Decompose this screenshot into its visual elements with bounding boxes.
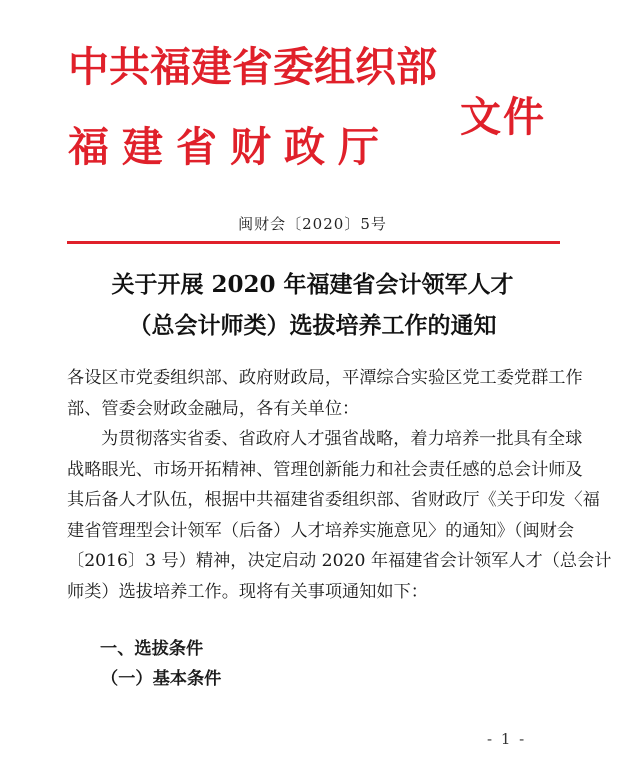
document-title-line-1: 关于开展 2020 年福建省会计领军人才 — [111, 271, 514, 298]
addressee-block — [67, 363, 583, 424]
body-paragraph — [67, 424, 612, 607]
paragraph-line: 师类）选拔培养工作。现将有关事项通知如下： — [67, 581, 428, 602]
subsection-heading: （一）基本条件 — [101, 669, 222, 689]
document-type-label: 文件 — [460, 93, 546, 141]
addressee-line: 各设区市党委组织部、政府财政局，平潭综合实验区党工委党群工作 — [67, 368, 583, 388]
paragraph-line: 为贯彻落实省委、省政府人才强省战略，着力培养一批具有全球 — [101, 429, 583, 449]
document-number: 闽财会〔2020〕5号 — [238, 215, 387, 233]
paragraph-line: 〔2016〕3 号）精神，决定启动 2020 年福建省会计领军人才（总会计 — [67, 551, 612, 571]
document-title-line-2: （总会计师类）选拔培养工作的通知 — [128, 312, 497, 339]
issuer-name-party-committee: 中共福建省委组织部 — [68, 43, 437, 91]
paragraph-line: 其后备人才队伍，根据中共福建省委组织部、省财政厅《关于印发〈福 — [67, 490, 600, 510]
paragraph-line: 战略眼光、市场开拓精神、管理创新能力和社会责任感的总会计师及 — [67, 459, 583, 480]
red-divider-line — [67, 241, 560, 244]
page-number: - 1 - — [487, 730, 527, 748]
section-heading: 一、选拔条件 — [100, 639, 204, 659]
issuer-name-finance-department: 福建省财政厅 — [68, 123, 392, 171]
paragraph-line: 建省管理型会计领军（后备）人才培养实施意见〉的通知》（闽财会 — [67, 520, 575, 541]
addressee-line: 部、管委会财政金融局，各有关单位： — [67, 398, 360, 419]
